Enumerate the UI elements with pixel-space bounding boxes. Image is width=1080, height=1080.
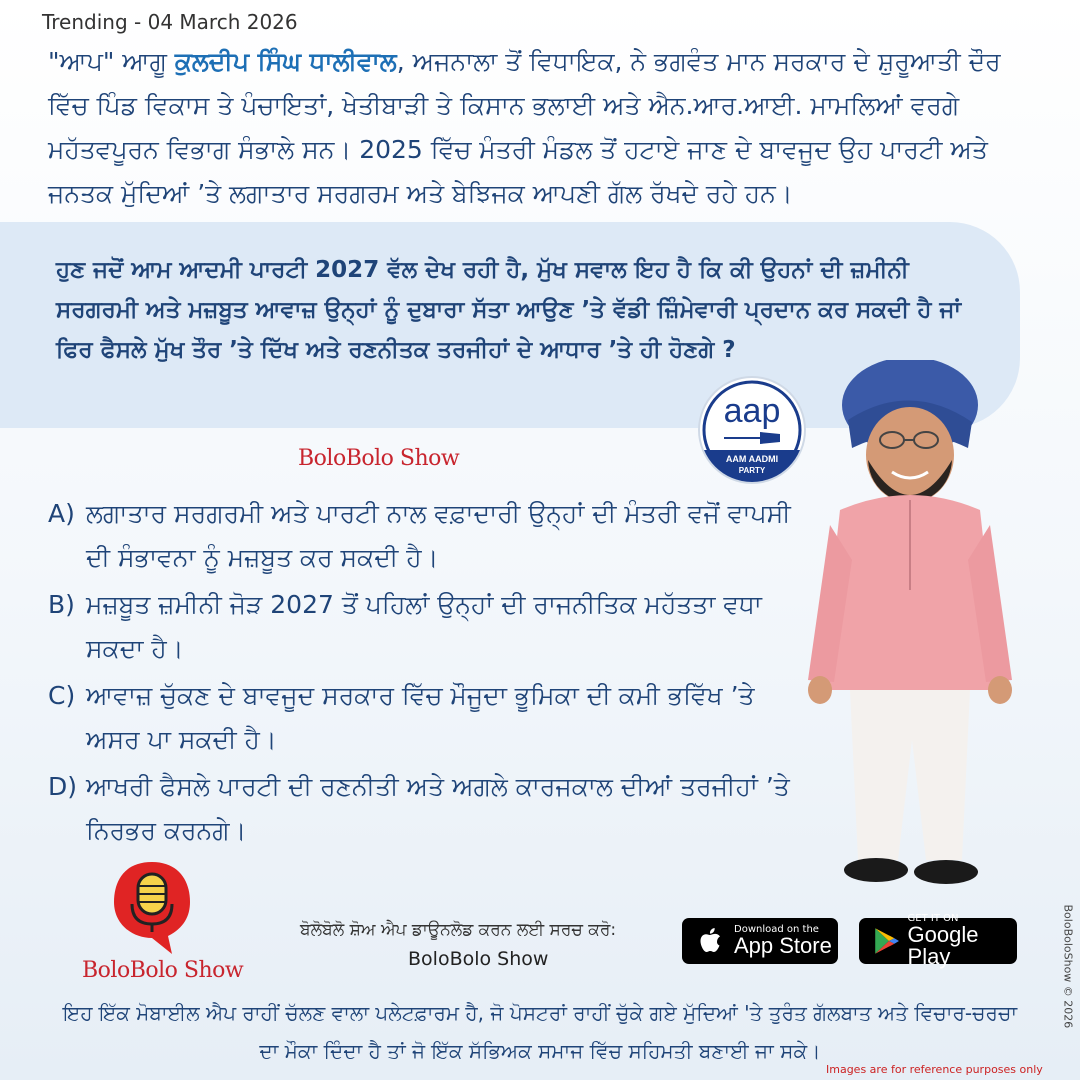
aap-word: aap bbox=[723, 392, 781, 430]
footer-brand: BoloBolo Show bbox=[82, 958, 244, 983]
politician-name: ਕੁਲਦੀਪ ਸਿੰਘ ਧਾਲੀਵਾਲ bbox=[174, 47, 397, 76]
intro-pre: "ਆਪ" ਆਗੂ bbox=[48, 47, 175, 76]
option-key: A) bbox=[48, 499, 75, 528]
brand-watermark: BoloBolo Show bbox=[298, 446, 460, 471]
option-text: ਆਵਾਜ਼ ਚੁੱਕਣ ਦੇ ਬਾਵਜੂਦ ਸਰਕਾਰ ਵਿੱਚ ਮੌਜੂਦਾ ਭੂਮਿਕਾ ਦੀ ਕਮੀ ਭਵਿੱਖ ’ਤੇ ਅਸਰ ਪਾ ਸਕਦੀ ਹੈ। bbox=[86, 681, 755, 754]
google-play-icon bbox=[867, 921, 904, 961]
options-list bbox=[48, 492, 808, 856]
option-key: D) bbox=[48, 772, 78, 801]
download-prompt: ਬੋਲੋਬੋਲੋ ਸ਼ੋਅ ਐਪ ਡਾਊਨਲੋਡ ਕਰਨ ਲਈ ਸਰਚ ਕਰੋ: bbox=[300, 920, 617, 940]
apple-icon bbox=[690, 921, 730, 961]
aap-party-logo bbox=[700, 378, 804, 482]
platform-description: ਇਹ ਇੱਕ ਮੋਬਾਈਲ ਐਪ ਰਾਹੀਂ ਚੱਲਣ ਵਾਲਾ ਪਲੇਟਫ਼ਾਰਮ ਹੈ, ਜੋ ਪੋਸਟਰਾਂ ਰਾਹੀਂ ਚੁੱਕੇ ਗਏ ਮੁੱਦਿਆਂ 'ਤੇ ਤੁਰੰਤ ਗੱਲਬਾਤ ਅਤੇ ਵਿਚਾਰ-ਚਰਚਾ ਦਾ ਮੌਕਾ ਦਿੰਦਾ ਹੈ ਤਾਂ ਜੋ ਇੱਕ ਸੱਭਿਅਕ ਸਮਾਜ ਵਿੱਚ ਸਹਿਮਤੀ ਬਣਾਈ ਜਾ ਸਕੇ। bbox=[62, 1001, 1018, 1063]
option-text: ਆਖਰੀ ਫੈਸਲੇ ਪਾਰਟੀ ਦੀ ਰਣਨੀਤੀ ਅਤੇ ਅਗਲੇ ਕਾਰਜਕਾਲ ਦੀਆਂ ਤਰਜੀਹਾਂ ’ਤੇ ਨਿਰਭਰ ਕਰਨਗੇ। bbox=[86, 772, 790, 845]
app-name: BoloBolo Show bbox=[408, 948, 549, 970]
trending-date: Trending - 04 March 2026 bbox=[42, 10, 298, 34]
appstore-small: Download on the bbox=[734, 924, 819, 935]
copyright-vertical bbox=[1058, 904, 1075, 1029]
copyright-text: BoloBoloShow © 2026 bbox=[1061, 904, 1075, 1029]
option-text: ਮਜ਼ਬੂਤ ਜ਼ਮੀਨੀ ਜੋੜ 2027 ਤੋਂ ਪਹਿਲਾਂ ਉਨ੍ਹਾਂ ਦੀ ਰਾਜਨੀਤਿਕ ਮਹੱਤਤਾ ਵਧਾ ਸਕਦਾ ਹੈ। bbox=[86, 590, 762, 663]
reference-note: Images are for reference purposes only bbox=[826, 1063, 1043, 1076]
option-a[interactable] bbox=[48, 492, 808, 580]
option-text: ਲਗਾਤਾਰ ਸਰਗਰਮੀ ਅਤੇ ਪਾਰਟੀ ਨਾਲ ਵਫ਼ਾਦਾਰੀ ਉਨ੍ਹਾਂ ਦੀ ਮੰਤਰੀ ਵਜੋਂ ਵਾਪਸੀ ਦੀ ਸੰਭਾਵਨਾ ਨੂੰ ਮਜ਼ਬੂਤ ਕਰ ਸਕਦੀ ਹੈ। bbox=[86, 499, 791, 572]
gplay-small: GET IT ON bbox=[907, 913, 959, 924]
intro-paragraph bbox=[48, 40, 1038, 216]
intro-post: , ਅਜਨਾਲਾ ਤੋਂ ਵਿਧਾਇਕ, ਨੇ ਭਗਵੰਤ ਮਾਨ ਸਰਕਾਰ ਦੇ ਸ਼ੁਰੂਆਤੀ ਦੌਰ ਵਿੱਚ ਪਿੰਡ ਵਿਕਾਸ ਤੇ ਪੰਚਾਇਤਾਂ, ਖੇਤੀਬਾੜੀ ਤੇ ਕਿਸਾਨ ਭਲਾਈ ਅਤੇ ਐਨ.ਆਰ.ਆਈ. ਮਾਮਲਿਆਂ ਵਰਗੇ ਮਹੱਤਵਪੂਰਨ ਵਿਭਾਗ ਸੰਭਾਲੇ ਸਨ। 2025 ਵਿੱਚ ਮੰਤਰੀ ਮੰਡਲ ਤੋਂ ਹਟਾਏ ਜਾਣ ਦੇ ਬਾਵਜੂਦ ਉਹ ਪਾਰਟੀ ਅਤੇ ਜਨਤਕ ਮੁੱਦਿਆਂ ’ਤੇ ਲਗਾਤਾਰ ਸਰਗਰਮ ਅਤੇ ਬੇਝਿਜਕ ਆਪਣੀ ਗੱਲ ਰੱਖਦੇ ਰਹੇ ਹਨ। bbox=[48, 47, 1001, 208]
politician-caricature bbox=[800, 360, 1020, 900]
microphone-logo-icon bbox=[112, 858, 192, 958]
gplay-big: Google Play bbox=[907, 922, 979, 969]
broom-icon bbox=[700, 378, 804, 482]
question-text: ਹੁਣ ਜਦੋਂ ਆਮ ਆਦਮੀ ਪਾਰਟੀ 2027 ਵੱਲ ਦੇਖ ਰਹੀ ਹੈ, ਮੁੱਖ ਸਵਾਲ ਇਹ ਹੈ ਕਿ ਕੀ ਉਹਨਾਂ ਦੀ ਜ਼ਮੀਨੀ ਸਰਗਰਮੀ ਅਤੇ ਮਜ਼ਬੂਤ ਆਵਾਜ਼ ਉਨ੍ਹਾਂ ਨੂੰ ਦੁਬਾਰਾ ਸੱਤਾ ਆਉਣ ’ਤੇ ਵੱਡੀ ਜ਼ਿੰਮੇਵਾਰੀ ਪ੍ਰਦਾਨ ਕਰ ਸਕਦੀ ਹੈ ਜਾਂ ਫਿਰ ਫੈਸਲੇ ਮੁੱਖ ਤੌਰ ’ਤੇ ਦਿੱਖ ਅਤੇ ਰਣਨੀਤਕ ਤਰਜੀਹਾਂ ਦੇ ਆਧਾਰ ’ਤੇ ਹੀ ਹੋਣਗੇ ? bbox=[56, 257, 961, 363]
app-store-button[interactable] bbox=[682, 918, 838, 964]
option-key: C) bbox=[48, 681, 76, 710]
aap-line1: AAM AADMI bbox=[725, 454, 779, 464]
option-c[interactable] bbox=[48, 674, 808, 762]
aap-line2: PARTY bbox=[738, 466, 766, 475]
option-key: B) bbox=[48, 590, 75, 619]
option-d[interactable] bbox=[48, 765, 808, 853]
google-play-button[interactable] bbox=[859, 913, 1017, 969]
option-b[interactable] bbox=[48, 583, 808, 671]
appstore-big: App Store bbox=[734, 933, 832, 958]
